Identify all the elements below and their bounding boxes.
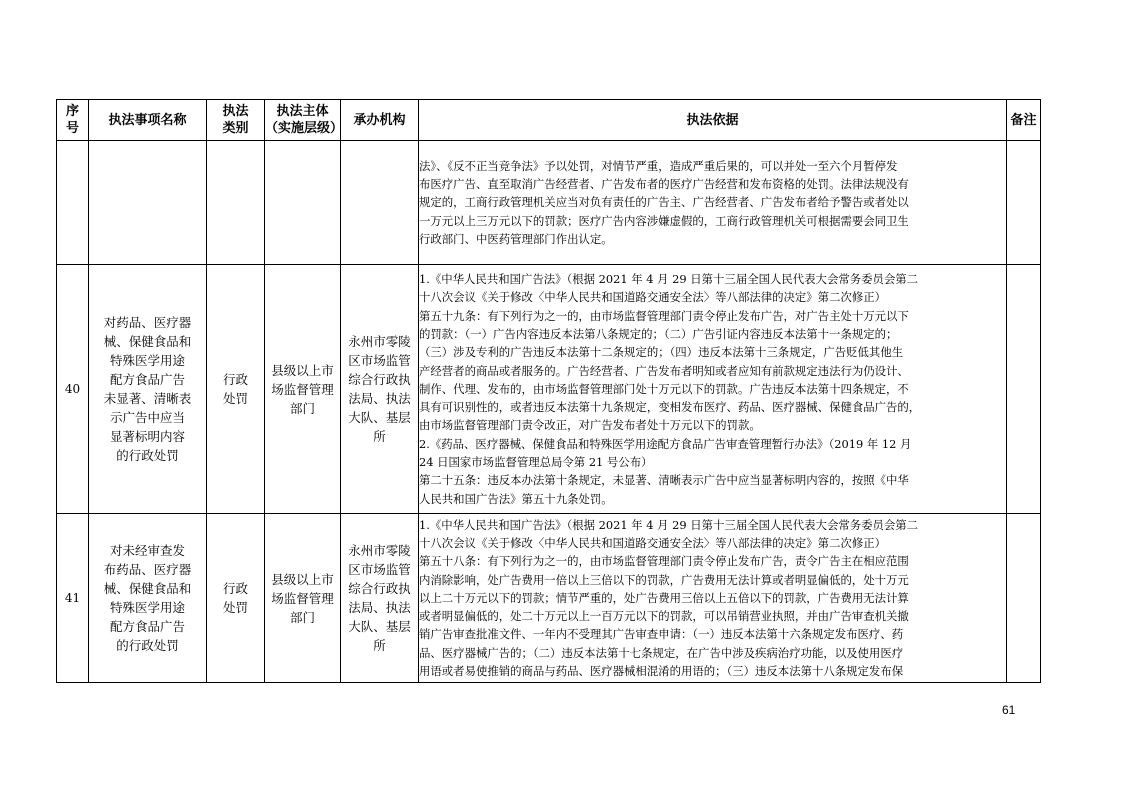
item-name: 对未经审查发 布药品、医疗器 械、保健食品和 特殊医学用途 配方食品广告 的行政处罚 [89,514,207,683]
item-name: 对药品、医疗器 械、保健食品和 特殊医学用途 配方食品广告 未显著、清晰表 示广告中应当 显著标明内容 的行政处罚 [89,265,207,514]
category: 行政 处罚 [207,265,265,514]
header-row [57,100,1041,141]
subject: 县级以上市 场监督管理 部门 [265,514,341,683]
header-agency: 承办机构 [341,100,419,141]
header-name: 执法事项名称 [89,100,207,141]
table-row [57,514,1041,683]
page-number: 61 [1002,703,1016,717]
header-subject: 执法主体 （实施层级） [265,100,341,141]
remark [1007,265,1041,514]
row-number: 40 [57,265,89,514]
header-basis: 执法依据 [419,100,1007,141]
header-no: 序 号 [57,100,89,141]
agency: 永州市零陵 区市场监管 综合行政执 法局、执法 大队、基层 所 [341,265,419,514]
basis-cell: 1.《中华人民共和国广告法》（根据 2021 年 4 月 29 日第十三届全国人民代表大会常务委员会第二 十八次会议《关于修改〈中华人民共和国道路交通安全法〉等八部法律的决定》第二次修正） 第五十九条：有下列行为之一的，由市场监督管理部门责令停止发布广告，对广告主处十万元以下 的罚款：（一）广告内容违反本法第八条规定的；（二）广告引证内容违反本法第十一条规定的； （三）涉及专利的广告违反本法第十二条规定的；（四）违反本法第十三条规定，广告贬低其他生 产经营者的商品或者服务的。广告经营者、广告发布者明知或者应知有前款规定违法行为仍设计、 制作、代理、发布的，由市场监督管理部门处十万元以下的罚款。广告违反本法第十四条规定，不 具有可识别性的，或者违反本法第十九条规定，变相发布医疗、药品、医疗器械、保健食品广告的， 由市场监督管理部门责令改正，对广告发布者处十万元以下的罚款。 2.《药品、医疗器械、保健食品和特殊医学用途配方食品广告审查管理暂行办法》（2019 年 12 月 24 日国家市场监督管理总局令第 21 号公布） 第二十五条：违反本办法第十条规定，未显著、清晰表示广告中应当显著标明内容的，按照《中华 人民共和国广告法》第五十九条处罚。 [419,265,1007,514]
basis-cell: 1.《中华人民共和国广告法》（根据 2021 年 4 月 29 日第十三届全国人民代表大会常务委员会第二 十八次会议《关于修改〈中华人民共和国道路交通安全法〉等八部法律的决定》第二次修正） 第五十八条：有下列行为之一的，由市场监督管理部门责令停止发布广告，责令广告主在相应范围 内消除影响，处广告费用一倍以上三倍以下的罚款，广告费用无法计算或者明显偏低的，处十万元 以上二十万元以下的罚款；情节严重的，处广告费用三倍以上五倍以下的罚款，广告费用无法计算 或者明显偏低的，处二十万元以上一百万元以下的罚款，可以吊销营业执照，并由广告审查机关撤 销广告审查批准文件、一年内不受理其广告审查申请：（一）违反本法第十六条规定发布医疗、药 品、医疗器械广告的；（二）违反本法第十七条规定，在广告中涉及疾病治疗功能，以及使用医疗 用语或者易使推销的商品与药品、医疗器械相混淆的用语的；（三）违反本法第十八条规定发布保 [419,514,1007,683]
category: 行政 处罚 [207,514,265,683]
basis-cell: 法》、《反不正当竞争法》予以处罚，对情节严重，造成严重后果的，可以并处一至六个月暂停发 布医疗广告、直至取消广告经营者、广告发布者的医疗广告经营和发布资格的处罚。法律法规没有 规定的，工商行政管理机关应当对负有责任的广告主、广告经营者、广告发布者给予警告或者处以 一万元以上三万元以下的罚款；医疗广告内容涉嫌虚假的，工商行政管理机关可根据需要会同卫生 行政部门、中医药管理部门作出认定。 [419,141,1007,265]
row-number: 41 [57,514,89,683]
agency: 永州市零陵 区市场监管 综合行政执 法局、执法 大队、基层 所 [341,514,419,683]
header-remark: 备注 [1007,100,1041,141]
table-row [57,265,1041,514]
enforcement-table [56,99,1041,683]
header-category: 执法 类别 [207,100,265,141]
remark [1007,514,1041,683]
table-row [57,141,1041,265]
subject: 县级以上市 场监督管理 部门 [265,265,341,514]
